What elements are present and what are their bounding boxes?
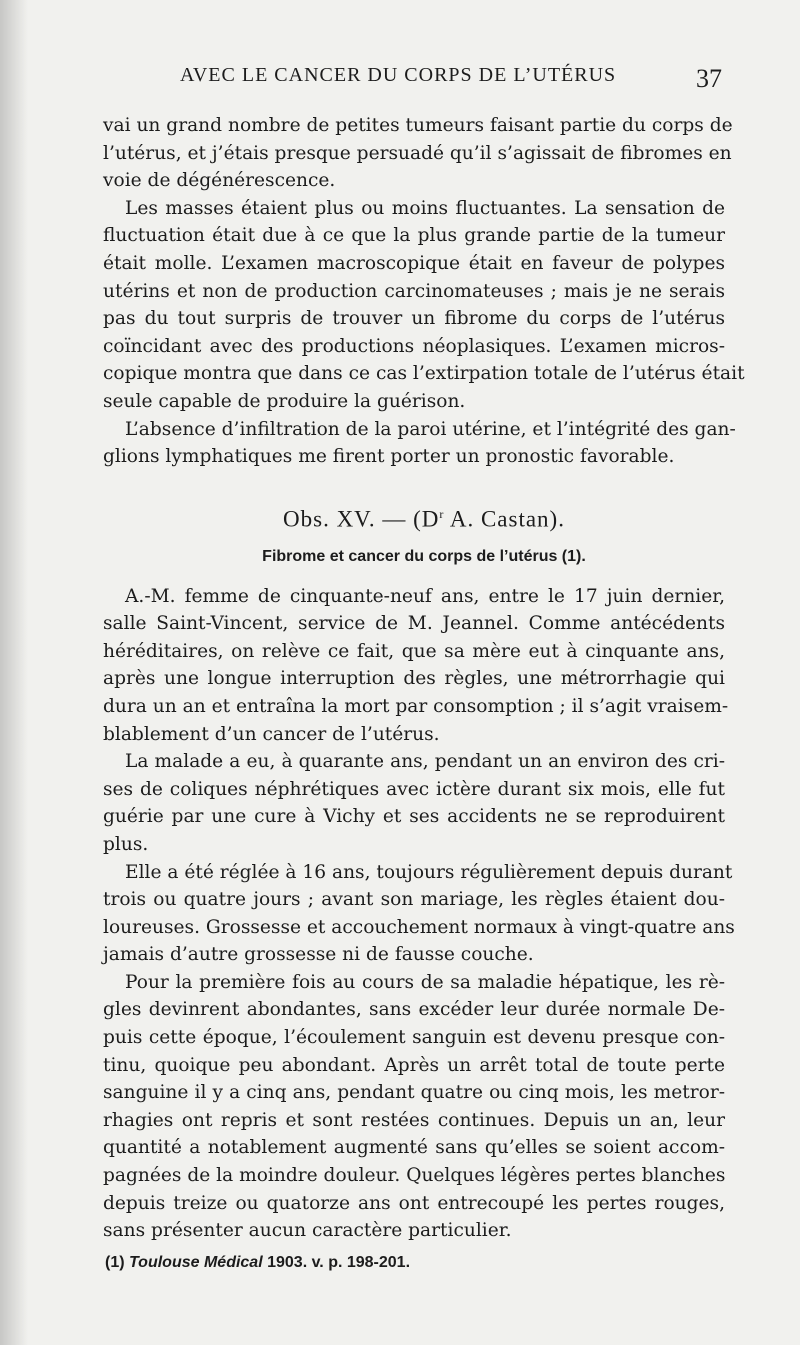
text-line: guérie par une cure à Vichy et ses accidents ne se reproduirent	[103, 806, 725, 828]
text-line: héréditaires, on relève ce fait, que sa mère eut à cinquante ans,	[103, 640, 725, 662]
text-line: voie de dégénérescence.	[103, 170, 336, 192]
body-text	[103, 112, 745, 1276]
text-line: glions lymphatiques me firent porter un pronostic favorable.	[103, 446, 675, 468]
text-line: sanguine il y a cinq ans, pendant quatre ou cinq mois, les metror-	[103, 1082, 725, 1104]
text-line: utérins et non de production carcinomateuses ; mais je ne serais	[103, 280, 725, 302]
text-line: ses de coliques néphrétiques avec ictère durant six mois, elle fut	[103, 778, 725, 800]
text-line: quantité a notablement augmenté sans qu’elles se soient accom-	[103, 1137, 725, 1159]
footnote-marker: (1)	[105, 1253, 129, 1271]
text-line: seule capable de produire la guérison.	[103, 390, 466, 412]
text-line: l’utérus, et j’étais presque persuadé qu’il s’agissait de fibromes en	[103, 142, 732, 164]
binding-shadow	[0, 0, 28, 1345]
running-head: AVEC LE CANCER DU CORPS DE L’UTÉRUS	[180, 64, 617, 86]
text-line: gles devinrent abondantes, sans excéder leur durée normale De-	[103, 999, 725, 1021]
text-line: était molle. L’examen macroscopique était en faveur de polypes	[103, 252, 725, 274]
text-line: fluctuation était due à ce que la plus grande partie de la tumeur	[103, 225, 725, 247]
text-line: coïncidant avec des productions néoplasiques. L’examen micros-	[103, 335, 725, 357]
text-line: L’absence d’infiltration de la paroi utérine, et l’intégrité des gan-	[125, 418, 736, 440]
text-line: Pour la première fois au cours de sa maladie hépatique, les rè-	[125, 971, 725, 993]
text-line: trois ou quatre jours ; avant son mariage, les règles étaient dou-	[103, 889, 725, 911]
text-line: sans présenter aucun caractère particulier.	[103, 1220, 512, 1242]
text-line: Les masses étaient plus ou moins fluctuantes. La sensation de	[125, 197, 725, 219]
page-number: 37	[696, 64, 722, 93]
footnote-citation: 1903. v. p. 198-201.	[262, 1253, 411, 1271]
text-line: Elle a été réglée à 16 ans, toujours régulièrement depuis durant	[125, 861, 733, 883]
text-line: depuis treize ou quatorze ans ont entrecoupé les pertes rouges,	[103, 1192, 725, 1214]
text-line: plus.	[103, 833, 149, 855]
observation-superscript: r	[439, 506, 445, 521]
text-line: dura un an et entraîna la mort par consomption ; il s’agit vraisem-	[103, 695, 729, 717]
observation-label: Obs. XV. — (D	[283, 506, 440, 532]
text-line: pas du tout surpris de trouver un fibrome du corps de l’utérus	[103, 308, 725, 330]
text-line: pagnées de la moindre douleur. Quelques légères pertes blanches	[103, 1165, 726, 1187]
text-line: copique montra que dans ce cas l’extirpation totale de l’utérus était	[103, 363, 745, 385]
text-line: après une longue interruption des règles, une métrorrhagie qui	[103, 668, 725, 690]
text-line: jamais d’autre grossesse ni de fausse couche.	[103, 944, 534, 966]
observation-subtitle: Fibrome et cancer du corps de l’utérus (1).	[262, 547, 586, 565]
text-line: rhagies ont repris et sont restées continues. Depuis un an, leur	[103, 1109, 725, 1131]
text-line: La malade a eu, à quarante ans, pendant un an environ des cri-	[125, 751, 725, 773]
observation-author: A. Castan).	[444, 506, 565, 532]
text-line: salle Saint-Vincent, service de M. Jeannel. Comme antécédents	[103, 613, 725, 635]
observation-title	[123, 501, 725, 533]
footnote-journal: Toulouse Médical	[129, 1253, 263, 1271]
text-line: blablement d’un cancer de l’utérus.	[103, 723, 440, 745]
text-line: tinu, quoique peu abondant. Après un arrêt total de toute perte	[103, 1054, 725, 1076]
text-line: puis cette époque, l’écoulement sanguin est devenu presque con-	[103, 1027, 725, 1049]
text-line: vai un grand nombre de petites tumeurs faisant partie du corps de	[103, 115, 733, 136]
text-line: loureuses. Grossesse et accouchement normaux à vingt-quatre ans	[103, 916, 735, 938]
footnote	[103, 1249, 725, 1277]
section-gap	[103, 471, 725, 501]
text-line: A.-M. femme de cinquante-neuf ans, entre le 17 juin dernier,	[125, 585, 725, 607]
